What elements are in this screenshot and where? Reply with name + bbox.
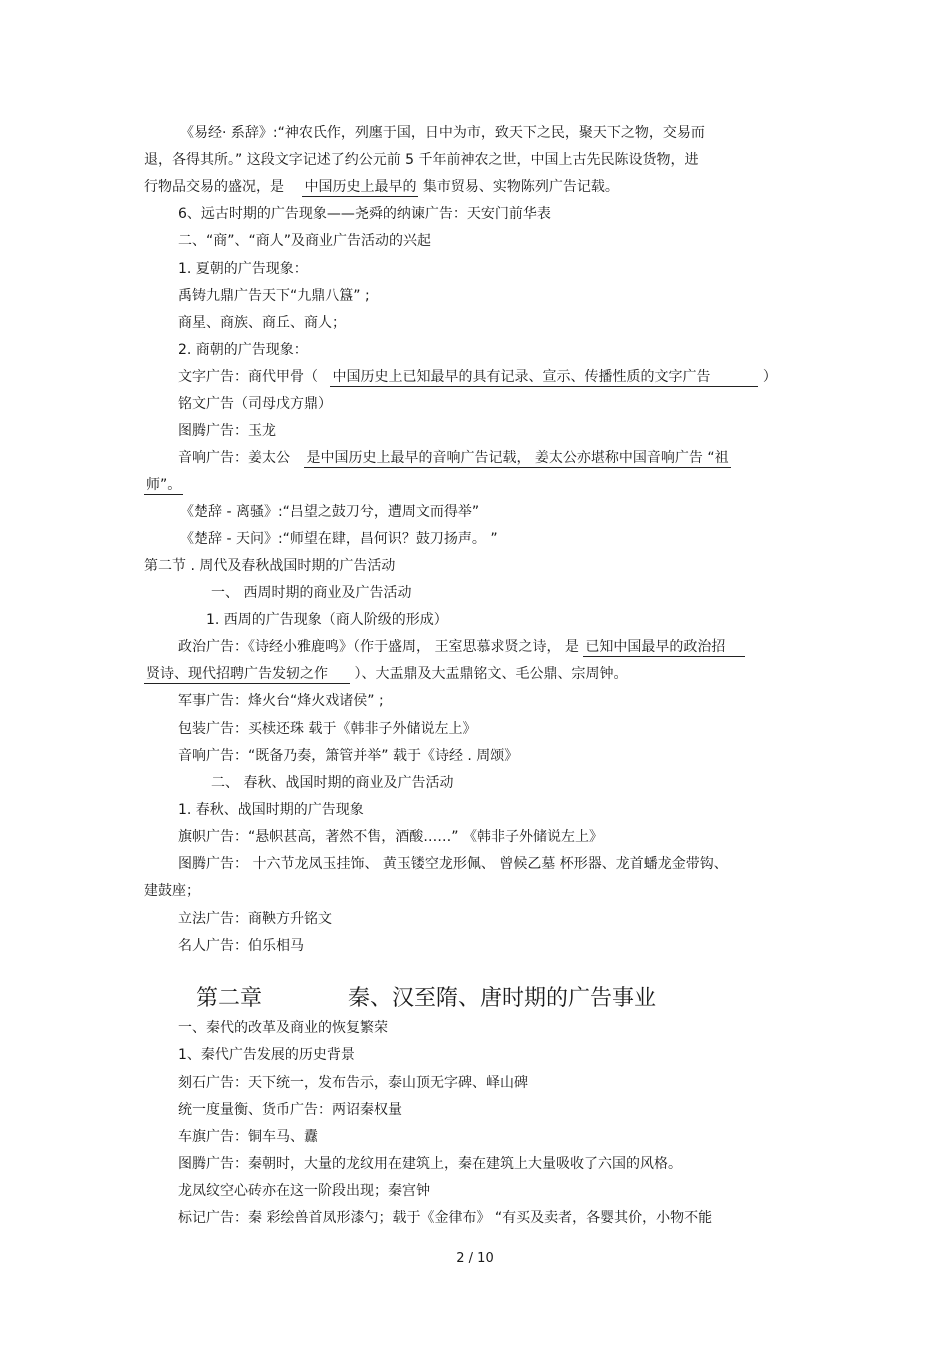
text-line: 标记广告：秦 彩绘兽首凤形漆勺；载于《金律布》 “有买及卖者，各婴其价，小物不能	[178, 1210, 713, 1226]
text-line	[144, 476, 183, 494]
underlined-phrase: 是中国历史上最早的音响广告记载， 姜太公亦堪称中国音响广告 “祖	[306, 450, 729, 466]
text-segment: 政治广告：《诗经小雅鹿鸣》（作于盛周， 王室思慕求贤之诗， 是	[178, 639, 579, 655]
text-line: 建鼓座；	[144, 883, 200, 899]
text-line: 统一度量衡、货币广告：两诏秦权量	[178, 1102, 402, 1118]
text-segment: 行物品交易的盛况，是	[144, 179, 284, 195]
subsection-heading: 1. 西周的广告现象（商人阶级的形成）	[206, 612, 448, 628]
text-line: 音响广告：“既备乃奏，箫管并举” 载于《诗经 . 周颂》	[178, 748, 519, 764]
underlined-phrase: 师”。	[146, 477, 182, 493]
section-heading: 一、秦代的改革及商业的恢复繁荣	[178, 1020, 388, 1036]
text-line: 名人广告：伯乐相马	[178, 938, 304, 954]
text-line	[144, 665, 627, 683]
text-line: 旗帜广告：“悬帜甚高，著然不售，酒酸……” 《韩非子外储说左上》	[178, 829, 603, 845]
text-segment: ）、大盂鼎及大盂鼎铭文、毛公鼎、宗周钟。	[354, 666, 628, 682]
subsection-heading: 1、秦代广告发展的历史背景	[178, 1047, 355, 1063]
page-number: 2 / 10	[456, 1251, 494, 1266]
text-segment: ）	[762, 369, 777, 385]
text-line: 图腾广告：玉龙	[178, 423, 276, 439]
subsection-heading: 一、 西周时期的商业及广告活动	[211, 585, 412, 601]
text-line: 包装广告：买椟还珠 载于《韩非子外储说左上》	[178, 721, 477, 737]
text-segment: 音响广告：姜太公	[178, 450, 290, 466]
text-line: 禹铸九鼎广告天下“九鼎八簋” ;	[178, 288, 370, 304]
subsection-heading: 二、 春秋、战国时期的商业及广告活动	[211, 775, 454, 791]
underlined-phrase: 中国历史上已知最早的具有记录、宣示、传播性质的文字广告	[330, 369, 758, 387]
text-line: 立法广告：商鞅方升铭文	[178, 911, 332, 927]
underlined-phrase: 中国历史上最早的	[304, 179, 417, 195]
text-line: 6、远古时期的广告现象——尧舜的纳谏广告：天安门前华表	[178, 206, 551, 222]
text-line	[178, 368, 777, 386]
subsection-heading: 2. 商朝的广告现象：	[178, 342, 308, 358]
text-segment: 文字广告：商代甲骨（	[178, 369, 318, 385]
text-line: 商星、商族、商丘、商人；	[178, 315, 346, 331]
text-segment: 集市贸易、实物陈列广告记载。	[422, 179, 619, 195]
section-heading: 二、“商”、“商人”及商业广告活动的兴起	[178, 233, 432, 249]
chapter-number: 第二章	[196, 986, 263, 1011]
chapter-title: 秦、汉至隋、唐时期的广告事业	[348, 986, 657, 1011]
text-line: 图腾广告：秦朝时，大量的龙纹用在建筑上，秦在建筑上大量吸收了六国的风格。	[178, 1156, 682, 1172]
text-line: 刻石广告：天下统一，发布告示，泰山顶无字碑、峄山碑	[178, 1075, 528, 1091]
text-line	[144, 178, 619, 196]
text-line: 图腾广告： 十六节龙凤玉挂饰、 黄玉镂空龙形佩、 曾候乙墓 杯形器、龙首蟠龙金带钩、	[178, 856, 728, 872]
underlined-phrase: 贤诗、现代招聘广告发轫之作	[144, 666, 350, 684]
quote-line: 《楚辞 - 天问》:“师望在肆，昌何识？鼓刀扬声。 ”	[180, 531, 498, 547]
section-heading: 第二节 . 周代及春秋战国时期的广告活动	[144, 558, 396, 574]
underlined-phrase: 已知中国最早的政治招	[583, 639, 745, 657]
quote-line: 《楚辞 - 离骚》:“吕望之鼓刀兮，遭周文而得举”	[180, 504, 480, 520]
text-line: 车旗广告：铜车马、纛	[178, 1129, 318, 1145]
text-line: 龙凤纹空心砖亦在这一阶段出现；秦宫钟	[178, 1183, 430, 1199]
text-line: 退，各得其所。” 这段文字记述了约公元前 5 千年前神农之世，中国上古先民陈设货物，进	[144, 152, 699, 168]
subsection-heading: 1. 春秋、战国时期的广告现象	[178, 802, 364, 818]
text-line: 军事广告：烽火台“烽火戏诸侯” ;	[178, 693, 384, 709]
text-line: 《易经· 系辞》:“神农氏作，列廛于国，日中为市，致天下之民，聚天下之物，交易而	[180, 125, 705, 141]
text-line: 铭文广告（司母戊方鼎）	[178, 396, 332, 412]
text-line	[178, 449, 731, 467]
text-line	[178, 638, 745, 656]
subsection-heading: 1. 夏朝的广告现象：	[178, 261, 308, 277]
